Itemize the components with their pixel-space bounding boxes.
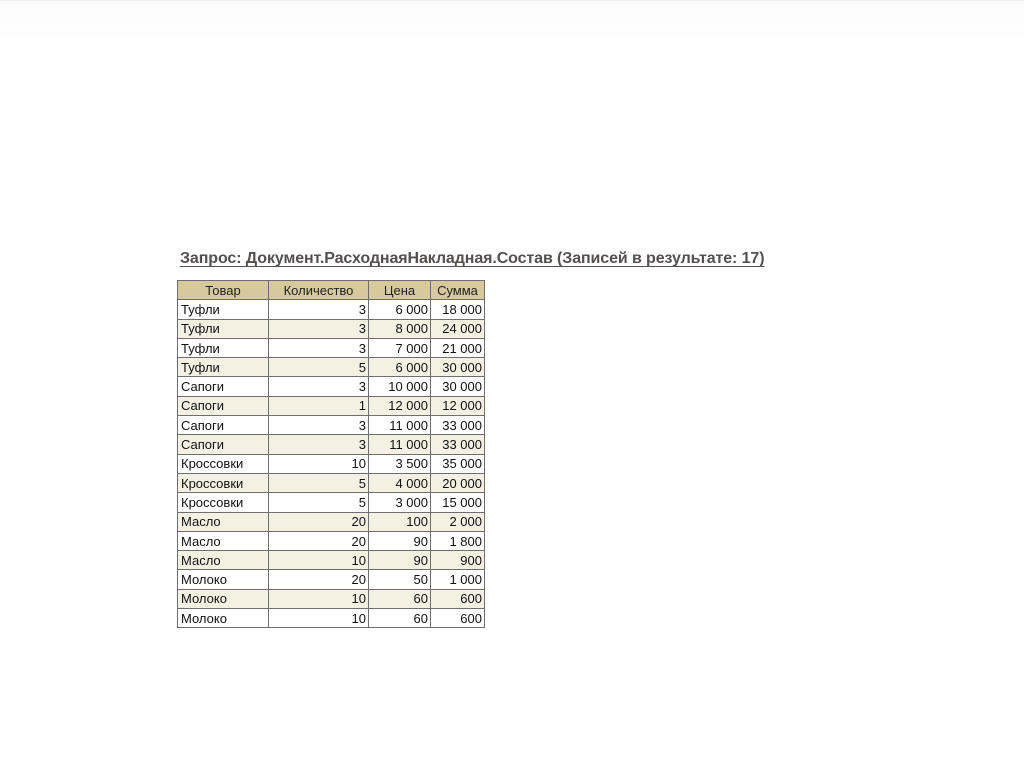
table-row[interactable] bbox=[178, 531, 485, 550]
cell-sum: 33 000 bbox=[431, 435, 485, 454]
cell-quantity: 20 bbox=[269, 531, 369, 550]
table-row[interactable] bbox=[178, 473, 485, 492]
cell-sum: 2 000 bbox=[431, 512, 485, 531]
cell-price: 7 000 bbox=[369, 338, 431, 357]
cell-sum: 33 000 bbox=[431, 416, 485, 435]
cell-quantity: 5 bbox=[269, 493, 369, 512]
cell-quantity: 3 bbox=[269, 338, 369, 357]
table-row[interactable] bbox=[178, 551, 485, 570]
table-row[interactable] bbox=[178, 377, 485, 396]
cell-product: Молоко bbox=[178, 570, 269, 589]
cell-product: Сапоги bbox=[178, 396, 269, 415]
cell-product: Туфли bbox=[178, 319, 269, 338]
table-header-row bbox=[178, 281, 485, 300]
table-row[interactable] bbox=[178, 396, 485, 415]
query-result-table bbox=[177, 280, 485, 628]
table-row[interactable] bbox=[178, 512, 485, 531]
cell-sum: 600 bbox=[431, 589, 485, 608]
cell-sum: 35 000 bbox=[431, 454, 485, 473]
cell-quantity: 3 bbox=[269, 377, 369, 396]
cell-product: Масло bbox=[178, 551, 269, 570]
table-row[interactable] bbox=[178, 416, 485, 435]
cell-product: Туфли bbox=[178, 338, 269, 357]
cell-product: Туфли bbox=[178, 300, 269, 319]
cell-quantity: 3 bbox=[269, 435, 369, 454]
table-row[interactable] bbox=[178, 358, 485, 377]
cell-sum: 24 000 bbox=[431, 319, 485, 338]
cell-price: 11 000 bbox=[369, 435, 431, 454]
cell-price: 3 000 bbox=[369, 493, 431, 512]
cell-sum: 1 800 bbox=[431, 531, 485, 550]
column-header-sum[interactable]: Сумма bbox=[431, 281, 485, 300]
cell-product: Сапоги bbox=[178, 377, 269, 396]
cell-price: 12 000 bbox=[369, 396, 431, 415]
cell-price: 90 bbox=[369, 551, 431, 570]
cell-price: 11 000 bbox=[369, 416, 431, 435]
cell-product: Кроссовки bbox=[178, 473, 269, 492]
cell-sum: 15 000 bbox=[431, 493, 485, 512]
cell-quantity: 10 bbox=[269, 609, 369, 628]
cell-sum: 18 000 bbox=[431, 300, 485, 319]
cell-product: Туфли bbox=[178, 358, 269, 377]
cell-quantity: 20 bbox=[269, 570, 369, 589]
cell-sum: 30 000 bbox=[431, 358, 485, 377]
cell-sum: 30 000 bbox=[431, 377, 485, 396]
column-header-quantity[interactable]: Количество bbox=[269, 281, 369, 300]
cell-price: 6 000 bbox=[369, 358, 431, 377]
table-row[interactable] bbox=[178, 454, 485, 473]
table-body bbox=[178, 300, 485, 628]
cell-price: 3 500 bbox=[369, 454, 431, 473]
cell-price: 50 bbox=[369, 570, 431, 589]
cell-sum: 1 000 bbox=[431, 570, 485, 589]
table-row[interactable] bbox=[178, 493, 485, 512]
cell-quantity: 10 bbox=[269, 454, 369, 473]
cell-quantity: 3 bbox=[269, 300, 369, 319]
cell-price: 4 000 bbox=[369, 473, 431, 492]
table-row[interactable] bbox=[178, 435, 485, 454]
table-row[interactable] bbox=[178, 319, 485, 338]
cell-price: 8 000 bbox=[369, 319, 431, 338]
cell-product: Сапоги bbox=[178, 416, 269, 435]
query-title: Запрос: Документ.РасходнаяНакладная.Состав (Записей в результате: 17) bbox=[180, 250, 765, 267]
column-header-price[interactable]: Цена bbox=[369, 281, 431, 300]
cell-quantity: 3 bbox=[269, 319, 369, 338]
cell-product: Сапоги bbox=[178, 435, 269, 454]
cell-product: Масло bbox=[178, 531, 269, 550]
cell-price: 60 bbox=[369, 589, 431, 608]
cell-price: 60 bbox=[369, 609, 431, 628]
table-row[interactable] bbox=[178, 338, 485, 357]
cell-product: Молоко bbox=[178, 609, 269, 628]
cell-price: 90 bbox=[369, 531, 431, 550]
cell-product: Кроссовки bbox=[178, 493, 269, 512]
cell-sum: 12 000 bbox=[431, 396, 485, 415]
cell-quantity: 10 bbox=[269, 589, 369, 608]
cell-quantity: 5 bbox=[269, 473, 369, 492]
cell-quantity: 20 bbox=[269, 512, 369, 531]
table-row[interactable] bbox=[178, 570, 485, 589]
cell-product: Кроссовки bbox=[178, 454, 269, 473]
cell-sum: 900 bbox=[431, 551, 485, 570]
cell-sum: 20 000 bbox=[431, 473, 485, 492]
cell-quantity: 10 bbox=[269, 551, 369, 570]
cell-quantity: 3 bbox=[269, 416, 369, 435]
table-row[interactable] bbox=[178, 300, 485, 319]
cell-product: Масло bbox=[178, 512, 269, 531]
cell-product: Молоко bbox=[178, 589, 269, 608]
cell-quantity: 5 bbox=[269, 358, 369, 377]
cell-sum: 600 bbox=[431, 609, 485, 628]
column-header-product[interactable]: Товар bbox=[178, 281, 269, 300]
cell-sum: 21 000 bbox=[431, 338, 485, 357]
cell-price: 100 bbox=[369, 512, 431, 531]
table-row[interactable] bbox=[178, 609, 485, 628]
cell-quantity: 1 bbox=[269, 396, 369, 415]
cell-price: 6 000 bbox=[369, 300, 431, 319]
table-row[interactable] bbox=[178, 589, 485, 608]
cell-price: 10 000 bbox=[369, 377, 431, 396]
